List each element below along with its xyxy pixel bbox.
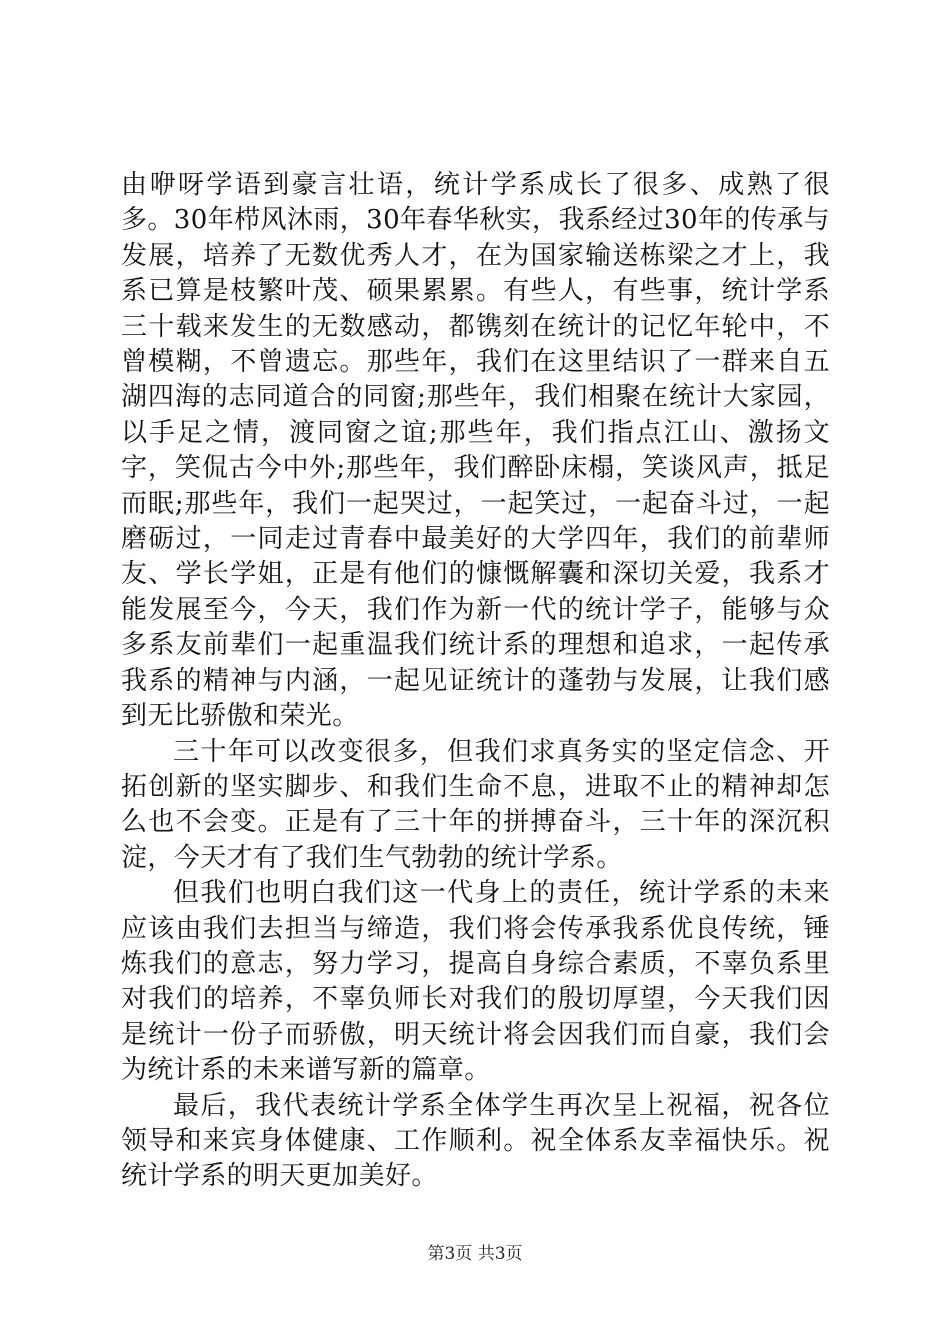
paragraph-1: 由咿呀学语到豪言壮语，统计学系成长了很多、成熟了很多。30年栉风沐雨，30年春华秋实，我系经过30年的传承与发展，培养了无数优秀人才，在为国家输送栋梁之才上，我系已算是枝繁叶茂、硕果累累。有些人，有些事，统计学系三十载来发生的无数感动，都镌刻在统计的记忆年轮中，不曾模糊，不曾遗忘。那些年，我们在这里结识了一群来自五湖四海的志同道合的同窗;那些年，我们相聚在统计大家园，以手足之情，渡同窗之谊;那些年，我们指点江山、激扬文字，笑侃古今中外;那些年，我们醉卧床榻，笑谈风声，抵足而眠;那些年，我们一起哭过，一起笑过，一起奋斗过，一起磨砺过，一同走过青春中最美好的大学四年，我们的前辈师友、学长学姐，正是有他们的慷慨解囊和深切关爱，我系才能发展至今，今天，我们作为新一代的统计学子，能够与众多系友前辈们一起重温我们统计系的理想和追求，一起传承我系的精神与内涵，一起见证统计的蓬勃与发展，让我们感到无比骄傲和荣光。 xyxy=(121,170,830,732)
page-footer: 第3页 共3页 xyxy=(427,1244,523,1264)
paragraph-2: 三十年可以改变很多，但我们求真务实的坚定信念、开拓创新的坚实脚步、和我们生命不息，进取不止的精神却怎么也不会变。正是有了三十年的拼搏奋斗，三十年的深沉积淀，今天才有了我们生气勃勃的统计学系。 xyxy=(121,736,830,873)
paragraph-4: 最后，我代表统计学系全体学生再次呈上祝福，祝各位领导和来宾身体健康、工作顺利。祝全体系友幸福快乐。祝统计学系的明天更加美好。 xyxy=(121,1090,830,1192)
paragraph-3: 但我们也明白我们这一代身上的责任，统计学系的未来应该由我们去担当与缔造，我们将会传承我系优良传统，锤炼我们的意志，努力学习，提高自身综合素质，不辜负系里对我们的培养，不辜负师长对我们的殷切厚望，今天我们因是统计一份子而骄傲，明天统计将会因我们而自豪，我们会为统计系的未来谱写新的篇章。 xyxy=(121,878,830,1086)
body-text xyxy=(121,168,830,1195)
